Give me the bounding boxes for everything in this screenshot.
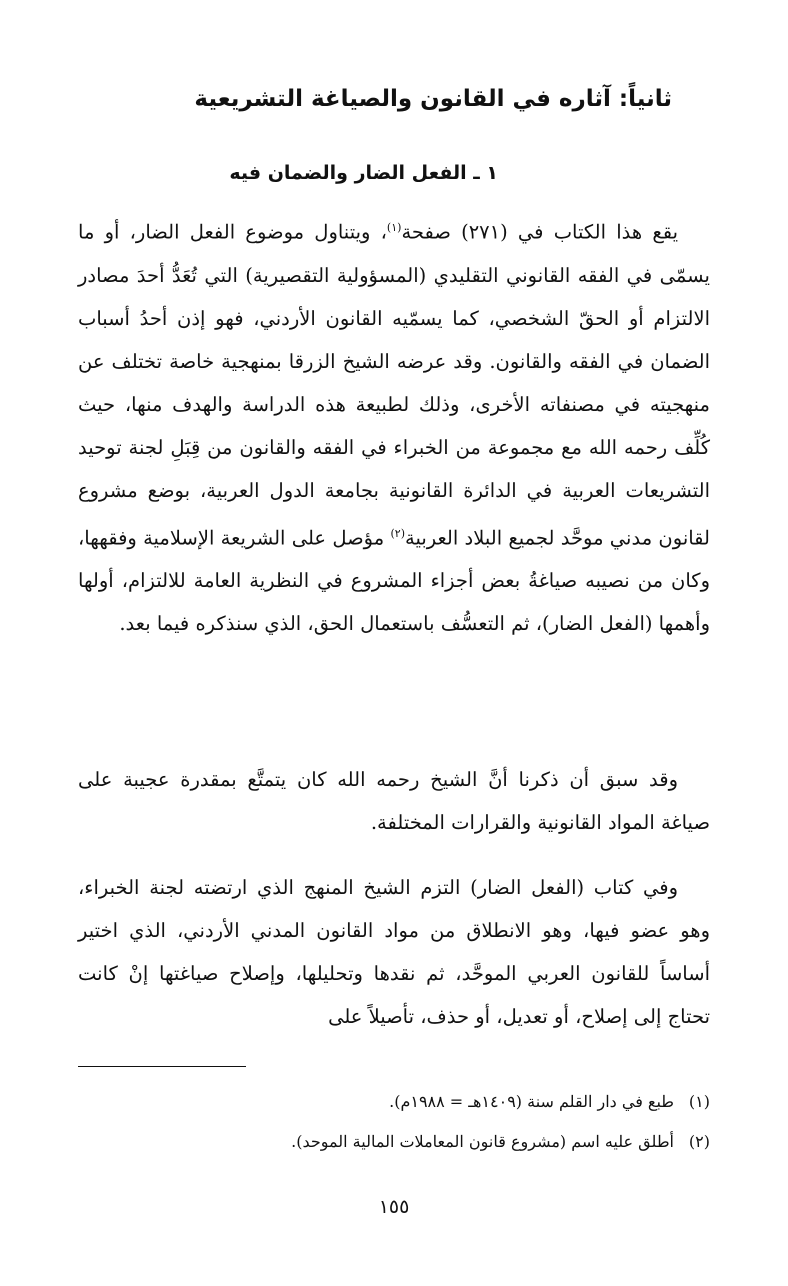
footnote-2 bbox=[78, 1122, 710, 1162]
footnote-number: (١) bbox=[688, 1092, 710, 1111]
paragraph-3: وفي كتاب (الفعل الضار) التزم الشيخ المنهج الذي ارتضته لجنة الخبراء، وهو عضو فيها، وهو الانطلاق من مواد القانون المدني الأردني، الذي اختير أساساً للقانون العربي الموحَّد، ثم نقدها وتحليلها، وإصلاح صياغتها إنْ كانت تحتاج إلى إصلاح، أو تعديل، أو حذف، تأصيلاً على bbox=[78, 876, 710, 1028]
book-page bbox=[78, 0, 710, 1286]
paragraph-1 bbox=[78, 206, 710, 645]
subsection-title: ١ ـ الفعل الضار والضمان فيه bbox=[229, 162, 498, 184]
paragraph-2: وقد سبق أن ذكرنا أنَّ الشيخ رحمه الله كان يتمتَّع بمقدرة عجيبة على صياغة المواد القانونية والقرارات المختلفة. bbox=[78, 768, 710, 834]
paragraph-1-start: يقع هذا الكتاب في (٢٧١) صفحة bbox=[401, 220, 678, 244]
section-title: ثانياً: آثاره في القانون والصياغة التشريعية bbox=[194, 86, 672, 112]
footnote-ref-1: (١) bbox=[386, 221, 402, 234]
footnote-ref-2: (٢) bbox=[390, 526, 405, 540]
paragraph-1-end: مؤصل على الشريعة الإسلامية وفقهها، وكان من نصيبه صياغةُ بعض أجزاء المشروع في النظرية العامة للالتزام، أولها وأهمها (الفعل الضار)، ثم التعسُّف باستعمال الحق، الذي سنذكره فيما بعد. bbox=[78, 526, 710, 635]
footnotes bbox=[78, 1082, 710, 1162]
page-number: ١٥٥ bbox=[378, 1196, 410, 1218]
footnote-1 bbox=[78, 1082, 710, 1122]
footnote-text: أطلق عليه اسم (مشروع قانون المعاملات المالية الموحد). bbox=[291, 1132, 674, 1151]
footnote-number: (٢) bbox=[688, 1132, 710, 1151]
paragraph-1-middle: ، ويتناول موضوع الفعل الضار، أو ما يسمّى في الفقه القانوني التقليدي (المسؤولية التقصيرية) التي تُعَدُّ أحدَ مصادر الالتزام أو الحقّ الشخصي، كما يسمّيه القانون الأردني، فهو إذن أحدُ أسباب الضمان في الفقه والقانون. وقد عرضه الشيخ الزرقا بمنهجية خاصة تختلف عن منهجيته في مصنفاته الأخرى، وذلك لطبيعة هذه الدراسة والهدف منها، حيث كُلِّف رحمه الله مع مجموعة من الخبراء في الفقه والقانون من قِبَلِ لجنة توحيد التشريعات العربية في الدائرة القانونية بجامعة الدول العربية، بوضع مشروع لقانون مدني موحَّد لجميع البلاد العربية bbox=[78, 220, 710, 549]
footnote-text: طبع في دار القلم سنة (١٤٠٩هـ = ١٩٨٨م). bbox=[389, 1092, 674, 1111]
footnote-divider bbox=[78, 1066, 246, 1067]
